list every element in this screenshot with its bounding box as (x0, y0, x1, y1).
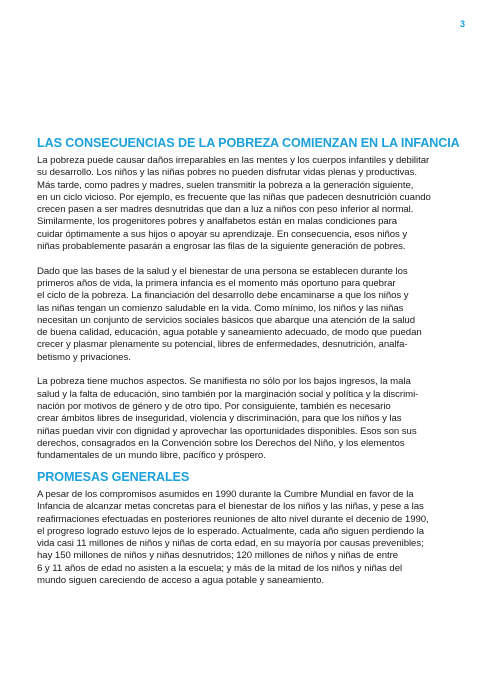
section-consecuencias (37, 136, 467, 475)
text-line: La pobreza tiene muchos aspectos. Se manifiesta no sólo por los bajos ingresos, la mala (37, 376, 411, 388)
text-line: A pesar de los compromisos asumidos en 1990 durante la Cumbre Mundial en favor de la (37, 489, 414, 500)
text-line: niñas probablemente pasarán a engrosar las filas de la siguiente generación de pobres. (37, 241, 406, 253)
text-line: La pobreza puede causar daños irreparables en las mentes y los cuerpos infantiles y debilitar (37, 155, 430, 166)
section-promesas (37, 470, 467, 600)
paragraph (37, 376, 467, 462)
text-line: cuidar óptimamente a sus hijos o apoyar su aprendizaje. En consecuencia, esos niños y (37, 228, 408, 240)
text-line: su desarrollo. Los niños y las niñas pobres no pueden disfrutar vidas plenas y productivas. (37, 167, 417, 179)
text-line: primeros años de vida, la primera infancia es el momento más oportuno para quebrar (37, 277, 396, 289)
text-line: crecer y plasmar plenamente su potencial, libres de enfermedades, desnutrición, analfa- (37, 339, 408, 351)
text-line: hay 150 millones de niños y niñas desnutridos; 120 millones de niños y niñas de entre (37, 550, 399, 562)
text-line: Infancia de alcanzar metas concretas para el bienestar de los niños y las niñas, y pese a las (37, 501, 424, 513)
text-line: las niñas tengan un comienzo saludable en la vida. Como mínimo, los niños y las niñas (37, 302, 404, 314)
text-line: el progreso logrado estuvo lejos de lo esperado. Actualmente, cada año siguen perdiendo la (37, 525, 424, 537)
text-line: salud y la falta de educación, sino también por la marginación social y política y la discrimi- (37, 388, 419, 400)
text-line: 6 y 11 años de edad no asisten a la escuela; y más de la mitad de los niños y niñas del (37, 562, 403, 574)
text-line: Similarmente, los progenitores pobres y analfabetos están en malas condiciones para (37, 216, 398, 228)
text-line: crecen pasen a ser madres desnutridas que dan a luz a niños con peso inferior al normal. (37, 204, 414, 216)
text-line: mundo siguen careciendo de acceso a agua potable y saneamiento. (37, 575, 324, 587)
text-line: vida casi 11 millones de niños y niñas de corta edad, en su mayoría por causas prevenibles; (37, 538, 424, 550)
text-line: Más tarde, como padres y madres, suelen transmitir la pobreza a la generación siguiente, (37, 179, 414, 191)
text-line: en un ciclo vicioso. Por ejemplo, es frecuente que las niñas que padecen desnutrición cuando (37, 191, 431, 203)
text-line: derechos, consagrados en la Convención sobre los Derechos del Niño, y los elementos (37, 437, 405, 449)
page-number: 3 (460, 19, 466, 29)
section-heading: LAS CONSECUENCIAS DE LA POBREZA COMIENZAN EN LA INFANCIA (37, 136, 460, 150)
text-line: el ciclo de la pobreza. La financiación del desarrollo debe encaminarse a que los niños y (37, 290, 409, 302)
section-heading: PROMESAS GENERALES (37, 470, 190, 484)
text-line: de buena calidad, educación, agua potable y saneamiento adecuado, de modo que puedan (37, 327, 422, 339)
text-line: nación por motivos de género y de otro tipo. Por consiguiente, también es necesario (37, 400, 391, 412)
text-line: fundamentales de un mundo libre, pacífico y próspero. (37, 450, 266, 462)
text-line: crear ámbitos libres de inseguridad, violencia y discriminación, para que los niños y las (37, 413, 402, 425)
text-line: reafirmaciones efectuadas en posteriores reuniones de alto nivel durante el decenio de 1990, (37, 513, 429, 525)
text-line: Dado que las bases de la salud y el bienestar de una persona se establecen durante los (37, 265, 408, 277)
paragraph (37, 266, 467, 364)
paragraph (37, 155, 467, 253)
text-line: necesitan un conjunto de servicios sociales básicos que abarque una atención de la salud (37, 314, 416, 326)
text-line: niñas puedan vivir con dignidad y aprovechar las oportunidades disponibles. Esos son sus (37, 425, 417, 437)
text-line: betismo y privaciones. (37, 351, 131, 363)
paragraph (37, 489, 467, 587)
